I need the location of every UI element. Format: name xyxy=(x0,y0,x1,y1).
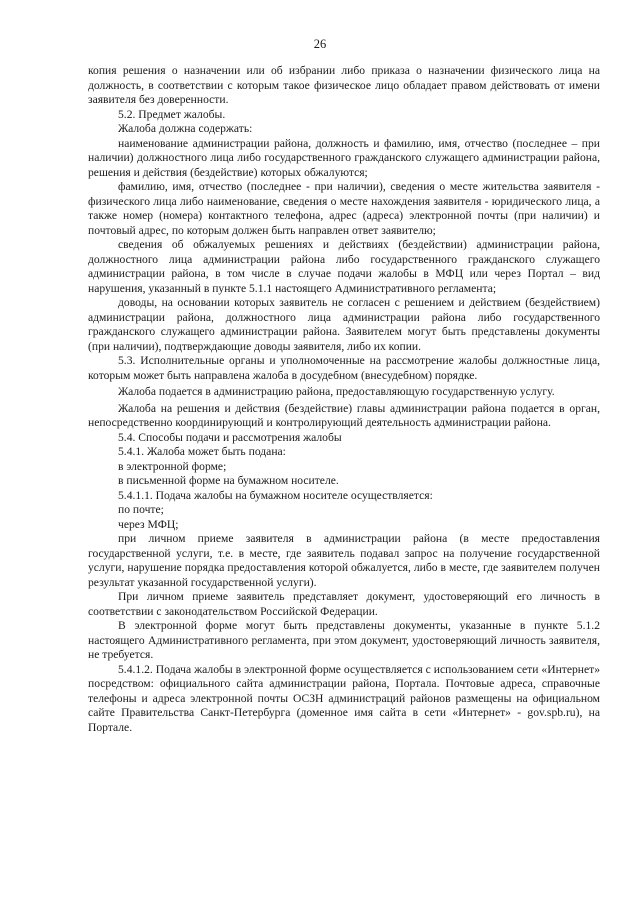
paragraph-submitted-to-administration: Жалоба подается в администрацию района, предоставляющую государственную услугу. xyxy=(118,385,555,398)
paragraph-identity-document: При личном приеме заявитель представляет документ, удостоверяющий его личность в соответствии с законодательством Российской Федерации. xyxy=(88,590,600,618)
list-item-by-mail: по почте; xyxy=(118,503,164,516)
paragraph-5-4-1: 5.4.1. Жалоба может быть подана: xyxy=(118,445,286,458)
list-item-paper-form: в письменной форме на бумажном носителе. xyxy=(118,474,339,487)
list-item-personal-reception: при личном приеме заявителя в администрации района (в месте предоставления государственной услуги, т.е. в месте, где заявитель подавал запрос на получение государственной услуги, нарушение порядка предоставления которой обжалуется, либо в месте, где заявителем получен результат указанной государственной услуги). xyxy=(88,532,600,589)
section-heading-5-2: 5.2. Предмет жалобы. xyxy=(118,107,226,121)
list-item-applicant-details: фамилию, имя, отчество (последнее - при наличии), сведения о месте жительства заявителя - физического лица либо наименование, сведения о месте нахождения заявителя - юридического лица, а также номер (номера) контактного телефона, адрес (адреса) электронной почты (при наличии) и почтовый адрес, по которым должен быть направлен ответ заявителю; xyxy=(88,180,600,237)
list-item-electronic-form: в электронной форме; xyxy=(118,459,227,473)
paragraph-complaint-against-head: Жалоба на решения и действия (бездействие) главы администрации района подается в орган, непосредственно координирующий и контролирующий деятельность администрации района. xyxy=(88,401,600,429)
page-number: 26 xyxy=(313,37,327,51)
paragraph-electronic-documents: В электронной форме могут быть представлены документы, указанные в пункте 5.1.2 настоящего Административного регламента, при этом документ, удостоверяющий личность заявителя, не требуется. xyxy=(88,619,600,661)
section-heading-5-3: 5.3. Исполнительные органы и уполномоченные на рассмотрение жалобы должностные лица, которым может быть направлена жалоба в досудебном (внесудебном) порядке. xyxy=(88,354,600,382)
paragraph-signatory-document: копия решения о назначении или об избрании либо приказа о назначении физического лица на должность, в соответствии с которым такое физическое лицо обладает правом действовать от имени заявителя без доверенности. xyxy=(88,64,600,106)
paragraph-complaint-contents: Жалоба должна содержать: xyxy=(118,122,253,135)
list-item-administration-name: наименование администрации района, должность и фамилию, имя, отчество (последнее – при наличии) должностного лица либо государственного гражданского служащего администрации района, решения и действия (бездействие) которых обжалуются; xyxy=(88,136,600,179)
paragraph-5-4-1-1: 5.4.1.1. Подача жалобы на бумажном носителе осуществляется: xyxy=(118,488,433,502)
document-body xyxy=(88,64,600,735)
paragraph-5-4-1-2: 5.4.1.2. Подача жалобы в электронной форме осуществляется с использованием сети «Интернет» посредством: официального сайта администрации района, Портала. Почтовые адреса, справочные телефоны и адреса электронной почты ОСЗН администраций районов размещены на официальном сайте Правительства Санкт-Петербурга (доменное имя сайта в сети «Интернет» - gov.spb.ru), на Портале. xyxy=(88,662,600,734)
list-item-arguments: доводы, на основании которых заявитель не согласен с решением и действием (бездействием) администрации района, должностного лица администрации района либо государственного гражданского служащего администрации района. Заявителем могут быть представлены документы (при наличии), подтверждающие доводы заявителя, либо их копии. xyxy=(88,296,600,353)
section-heading-5-4: 5.4. Способы подачи и рассмотрения жалобы xyxy=(118,430,342,444)
list-item-appealed-decisions: сведения об обжалуемых решениях и действиях (бездействии) администрации района, должностного лица администрации района либо государственного гражданского служащего администрации района, в том числе в случае подачи жалобы в МФЦ или через Портал – вид нарушения, указанный в пункте 5.1.1 настоящего Административного регламента; xyxy=(88,238,600,295)
list-item-via-mfc: через МФЦ; xyxy=(118,517,179,531)
